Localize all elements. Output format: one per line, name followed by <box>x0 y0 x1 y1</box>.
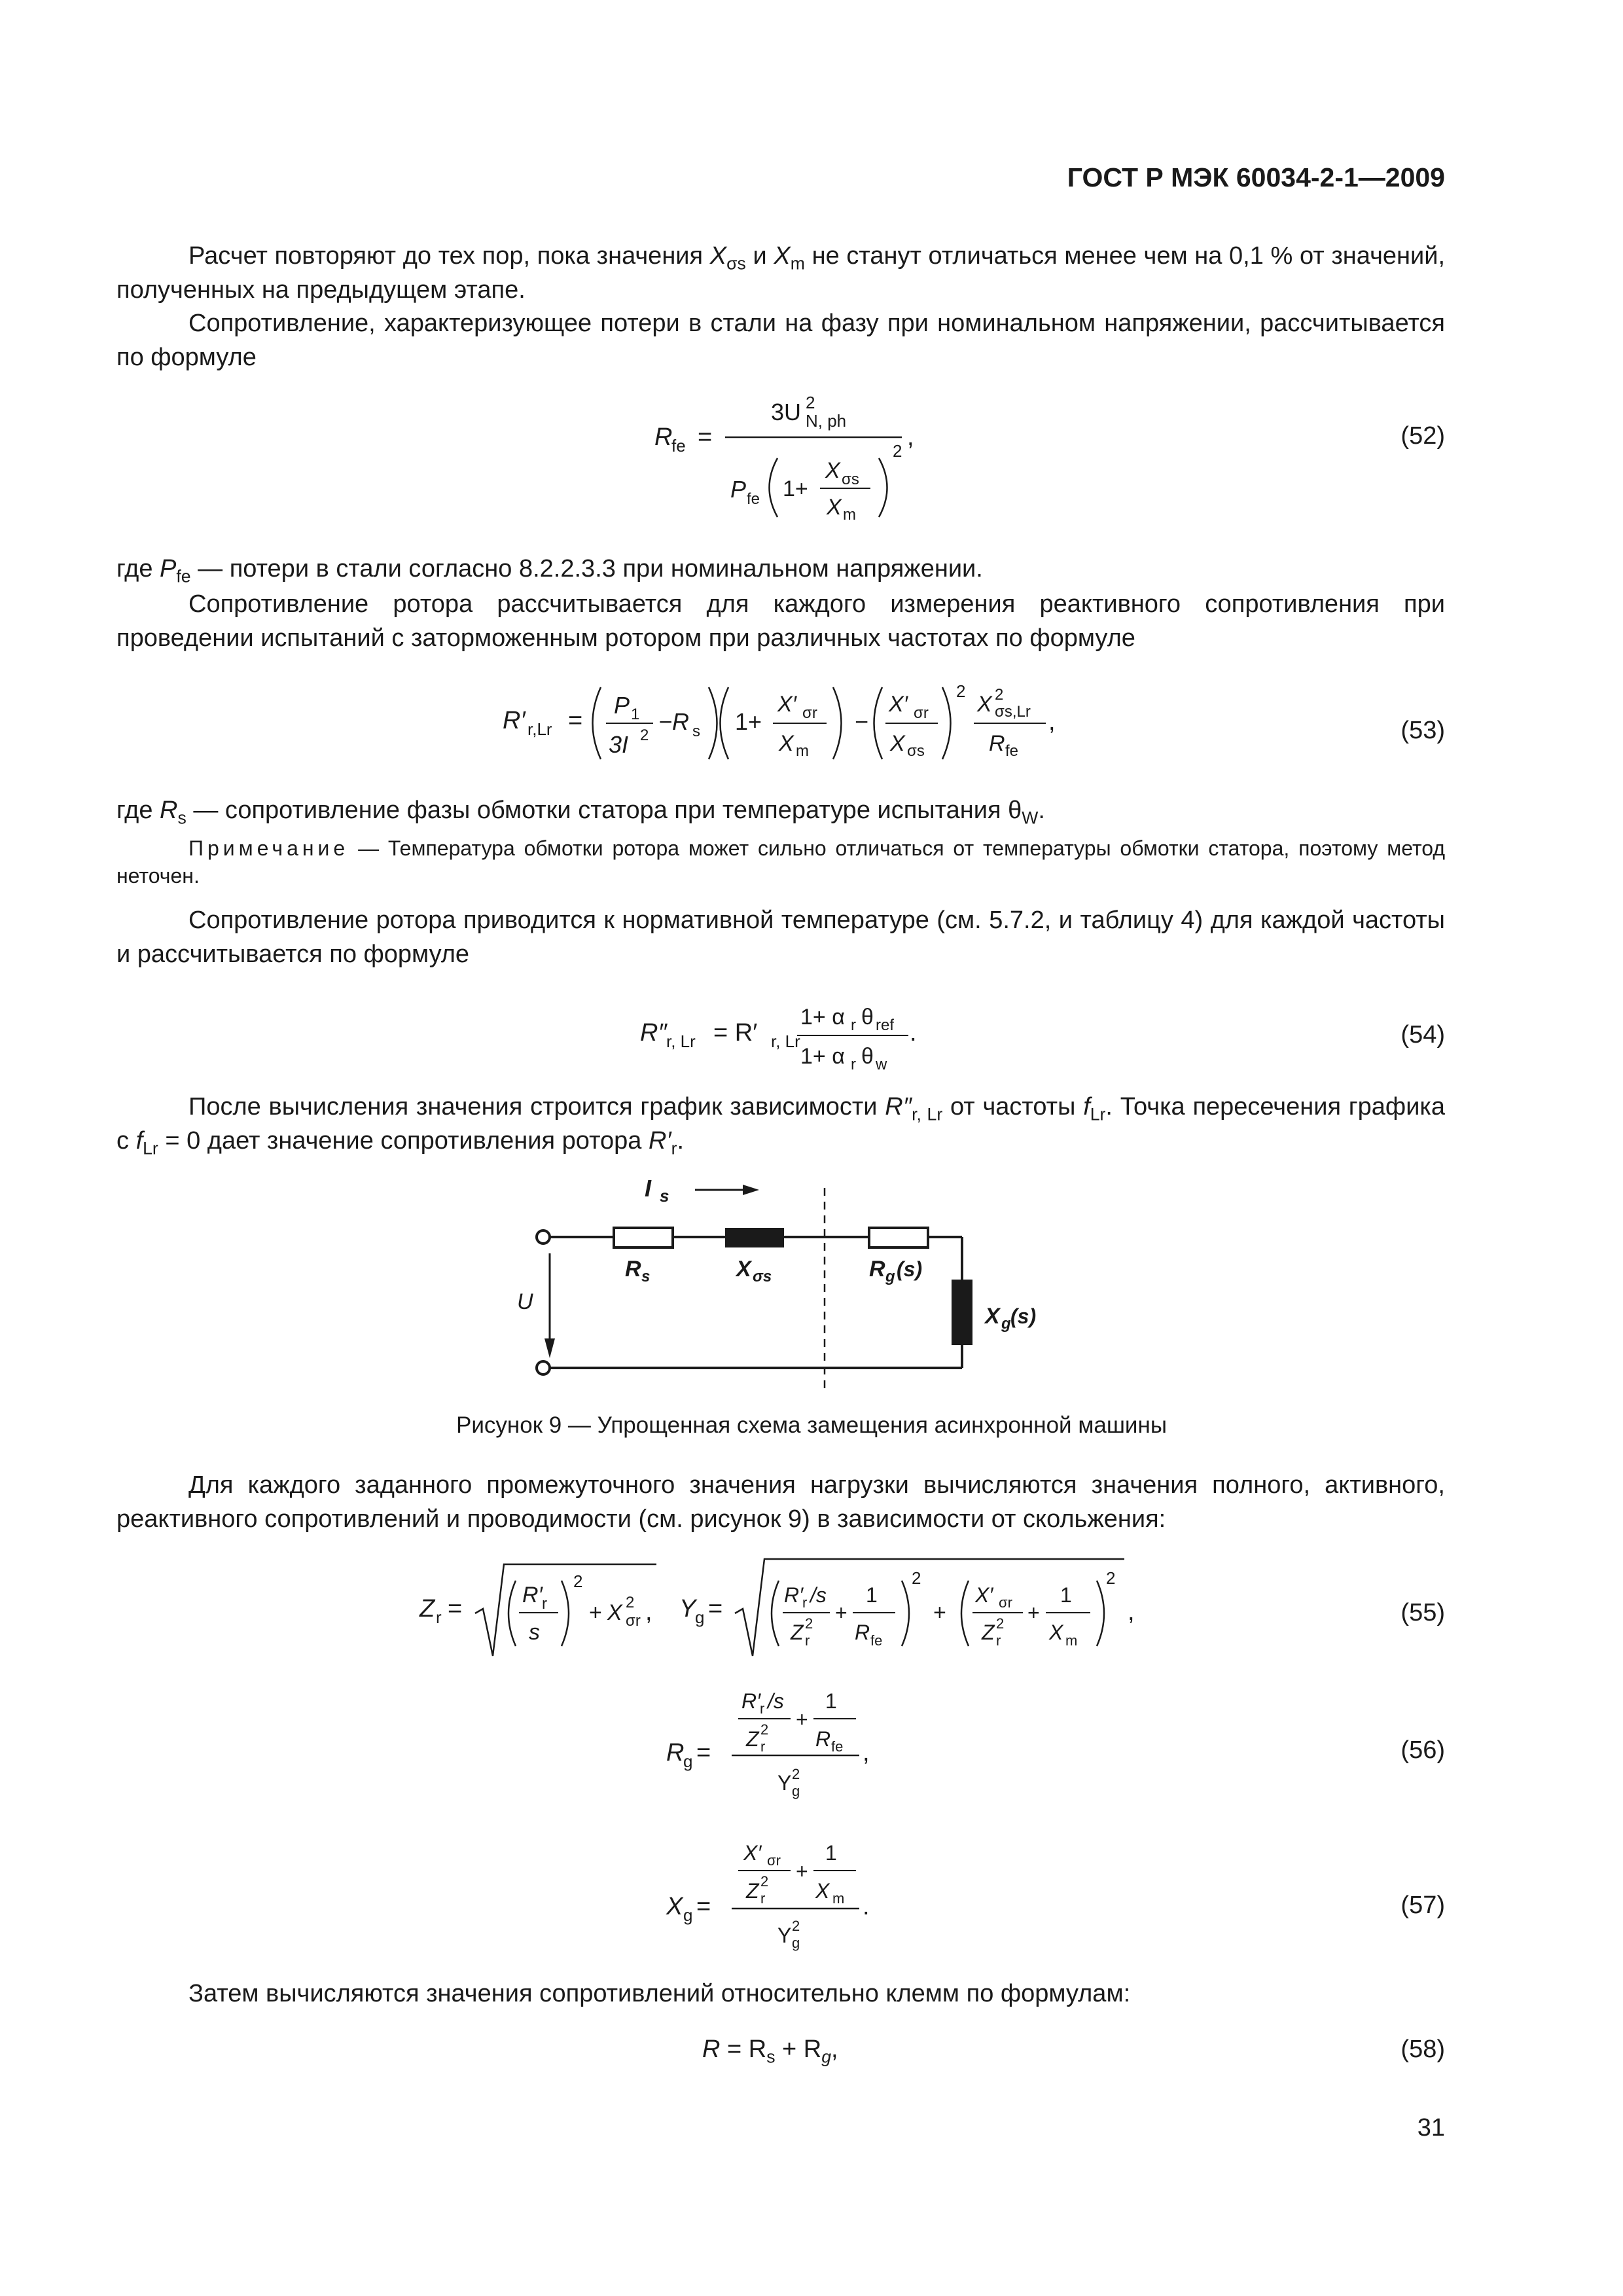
svg-text:2: 2 <box>760 1873 769 1890</box>
svg-text:m: m <box>1065 1632 1078 1649</box>
equation-number-57: (57) <box>1400 1892 1445 1919</box>
svg-text:1+: 1+ <box>735 708 762 735</box>
paragraph-reference-temperature: Сопротивление ротора приводится к нормативной температуре (см. 5.7.2, и таблицу 4) для каждой частоты и рассчитывается по формуле <box>116 906 1445 968</box>
page-number: 31 <box>1417 2114 1445 2142</box>
paragraph-rs-definition: где $R_s$ — сопротивление фазы обмотки статора при температуре испытания $\theta_W$. <box>116 797 1045 828</box>
svg-text:r: r <box>760 1700 765 1717</box>
svg-text:X: X <box>985 1304 1000 1329</box>
equation-57-graphic <box>116 1833 1445 1964</box>
svg-text:1: 1 <box>866 1583 878 1607</box>
svg-text:R: R <box>869 1257 885 1282</box>
svg-text:r: r <box>760 1738 766 1755</box>
svg-text:X′: X′ <box>777 692 797 717</box>
equation-number-53: (53) <box>1400 717 1445 744</box>
resistor-rs <box>614 1228 673 1247</box>
svg-text:X: X <box>1049 1621 1063 1644</box>
svg-text:s: s <box>660 1186 669 1206</box>
equation-52-graphic <box>116 386 1445 537</box>
svg-text:σr: σr <box>914 704 929 722</box>
equation-54 <box>116 988 1445 1073</box>
svg-text:,: , <box>1048 708 1056 736</box>
svg-text:Y: Y <box>679 1595 696 1623</box>
svg-text:s: s <box>692 723 700 740</box>
svg-text:fe: fe <box>747 490 760 508</box>
svg-text:r: r <box>851 1056 856 1073</box>
svg-text:X′: X′ <box>975 1583 993 1607</box>
svg-text:Y: Y <box>777 1924 792 1947</box>
svg-text:1+ α: 1+ α <box>800 1005 845 1030</box>
equation-56-graphic <box>116 1682 1445 1813</box>
svg-text:1: 1 <box>631 706 640 723</box>
svg-text:σs: σs <box>753 1268 772 1285</box>
svg-text:Z: Z <box>791 1621 804 1644</box>
svg-text:fe: fe <box>1005 742 1019 760</box>
svg-text:σr: σr <box>767 1852 781 1869</box>
svg-text:R: R <box>989 731 1005 756</box>
svg-text:R: R <box>855 1621 870 1644</box>
svg-text:−: − <box>855 708 869 735</box>
svg-text:m: m <box>843 506 856 524</box>
svg-text:/s: /s <box>768 1689 784 1713</box>
svg-text:Y: Y <box>777 1771 792 1795</box>
equation-52 <box>116 386 1445 537</box>
svg-text:r: r <box>760 1890 766 1907</box>
svg-text:=: = <box>696 1893 711 1920</box>
svg-text:X: X <box>825 458 840 483</box>
svg-text:1: 1 <box>825 1841 837 1865</box>
svg-text:X: X <box>607 1600 622 1625</box>
svg-text:U: U <box>517 1289 533 1314</box>
svg-text:+: + <box>796 1708 808 1731</box>
svg-text:Z: Z <box>982 1621 995 1644</box>
svg-text:s: s <box>641 1268 651 1285</box>
svg-text:r: r <box>805 1632 810 1649</box>
current-arrow <box>743 1185 759 1195</box>
svg-text:,: , <box>863 1739 870 1767</box>
svg-text:=: = <box>568 707 583 734</box>
svg-text:I: I <box>645 1175 652 1202</box>
terminal-bottom <box>537 1361 550 1374</box>
voltage-arrow <box>544 1338 555 1358</box>
equation-55-graphic <box>116 1551 1445 1669</box>
figure-caption: Рисунок 9 — Упрощенная схема замещения асинхронной машины <box>456 1412 1167 1438</box>
eq58-expression: $R = R_s + R_g$, <box>702 2036 838 2067</box>
svg-text:g: g <box>695 1607 705 1627</box>
resistor-rg <box>869 1228 928 1247</box>
equation-number-55: (55) <box>1400 1599 1445 1626</box>
equation-55 <box>116 1551 1445 1669</box>
equation-number-52: (52) <box>1400 422 1445 450</box>
svg-text:g: g <box>885 1268 895 1285</box>
paragraph-iteration: Расчет повторяют до тех пор, пока значения $X_{\sigma s}$ и $X_m$ не станут отличаться менее чем на 0,1 % от значений, полученных на предыдущем этапе. <box>116 242 1446 304</box>
svg-text:R: R <box>625 1257 641 1282</box>
svg-text:g: g <box>683 1905 693 1925</box>
paragraph-terminal-resistances: Затем вычисляются значения сопротивлений относительно клемм по формулам: <box>188 1980 1131 2007</box>
svg-text:2: 2 <box>640 726 649 744</box>
reactance-xs <box>725 1228 784 1247</box>
svg-text:σs,Lr: σs,Lr <box>995 703 1031 721</box>
svg-text:1: 1 <box>825 1689 837 1713</box>
svg-text:(s): (s) <box>1010 1304 1037 1328</box>
svg-text:r, Lr: r, Lr <box>771 1031 800 1051</box>
svg-text:+: + <box>835 1601 847 1624</box>
svg-text:,: , <box>645 1598 652 1626</box>
svg-text:X: X <box>977 692 992 717</box>
svg-text:g: g <box>1001 1315 1011 1333</box>
svg-text:+: + <box>796 1859 808 1883</box>
svg-text:2: 2 <box>806 393 815 412</box>
svg-text:1+: 1+ <box>783 476 808 501</box>
svg-text:m: m <box>832 1890 845 1907</box>
svg-text:X: X <box>666 1893 683 1920</box>
svg-text:Z: Z <box>746 1879 759 1903</box>
svg-text:R″: R″ <box>640 1019 667 1047</box>
svg-text:r: r <box>436 1607 442 1627</box>
svg-text:+: + <box>933 1600 946 1625</box>
svg-text:Z: Z <box>419 1595 435 1623</box>
svg-text:1+ α: 1+ α <box>800 1044 845 1069</box>
page-header: ГОСТ Р МЭК 60034-2-1—2009 <box>1067 162 1445 192</box>
equation-53 <box>116 671 1445 782</box>
svg-text:2: 2 <box>792 1766 800 1782</box>
svg-text:,: , <box>907 423 914 451</box>
svg-text:R′: R′ <box>741 1689 761 1713</box>
svg-text:3I: 3I <box>609 731 629 758</box>
svg-text:=: = <box>698 423 713 451</box>
svg-text:fe: fe <box>870 1632 883 1649</box>
svg-text:.: . <box>863 1893 870 1920</box>
svg-text:θ: θ <box>861 1005 874 1030</box>
reactance-xg <box>952 1280 972 1345</box>
svg-text:P: P <box>730 476 747 503</box>
equation-58 <box>116 2032 1445 2072</box>
svg-text:σs: σs <box>907 742 925 760</box>
svg-text:X: X <box>736 1257 751 1282</box>
svg-text:X′: X′ <box>889 692 908 717</box>
svg-text:R: R <box>666 1739 685 1767</box>
svg-text:3U: 3U <box>771 399 802 425</box>
svg-text:R′: R′ <box>784 1583 804 1607</box>
svg-text:2: 2 <box>760 1721 769 1738</box>
svg-text:2: 2 <box>893 441 902 461</box>
svg-text:X′: X′ <box>743 1841 762 1865</box>
svg-text:r,Lr: r,Lr <box>527 719 552 739</box>
svg-text:X: X <box>827 495 842 520</box>
svg-text:g: g <box>792 1935 800 1951</box>
paragraph-load-values: Для каждого заданного промежуточного значения нагрузки вычисляются значения полного, активного, реактивного сопротивлений и проводимости (см. рисунок 9) в зависимости от скольжения: <box>116 1471 1445 1533</box>
svg-text:r, Lr: r, Lr <box>666 1031 696 1051</box>
svg-text:= R′: = R′ <box>713 1019 758 1047</box>
svg-text:g: g <box>683 1751 693 1771</box>
svg-text:Z: Z <box>746 1727 759 1751</box>
equation-number-54: (54) <box>1400 1021 1445 1049</box>
svg-text:(s): (s) <box>897 1257 923 1281</box>
svg-text:+: + <box>589 1600 602 1625</box>
paragraph-pfe-definition: где $P_{fe}$ — потери в стали согласно 8.2.2.3.3 при номинальном напряжении. <box>116 555 983 586</box>
svg-text:−R: −R <box>658 708 690 735</box>
svg-text:m: m <box>796 742 809 760</box>
svg-text:R′: R′ <box>522 1583 543 1607</box>
svg-text:fe: fe <box>831 1738 844 1755</box>
paragraph-rotor-resistance: Сопротивление ротора рассчитывается для каждого измерения реактивного сопротивления при проведении испытаний с заторможенным ротором при различных частотах по формуле <box>116 590 1445 652</box>
svg-text:2: 2 <box>792 1918 800 1934</box>
svg-text:σs: σs <box>842 471 859 488</box>
svg-text:=: = <box>448 1595 463 1623</box>
svg-text:2: 2 <box>1106 1568 1116 1588</box>
svg-text:2: 2 <box>956 681 966 701</box>
svg-text:2: 2 <box>573 1571 583 1591</box>
note-temperature: Примечание — Температура обмотки ротора может сильно отличаться от температуры обмотки статора, поэтому метод неточен. <box>116 836 1445 888</box>
equation-53-graphic <box>116 671 1445 782</box>
svg-text:r: r <box>996 1632 1001 1649</box>
svg-text:fe: fe <box>671 436 686 456</box>
equation-number-56: (56) <box>1400 1736 1445 1764</box>
svg-text:g: g <box>792 1783 800 1799</box>
svg-text:2: 2 <box>995 686 1004 704</box>
svg-text:ref: ref <box>876 1016 895 1034</box>
paragraph-iron-loss-resistance: Сопротивление, характеризующее потери в стали на фазу при номинальном напряжении, рассчитывается по формуле <box>116 310 1445 371</box>
svg-text:R′: R′ <box>503 707 526 734</box>
svg-text:1: 1 <box>1060 1583 1072 1607</box>
svg-text:2: 2 <box>626 1594 635 1611</box>
note-label: Примечание <box>188 836 349 860</box>
eq52-lhs: R <box>654 423 673 451</box>
svg-text:=: = <box>696 1739 711 1767</box>
svg-text:X: X <box>890 731 905 756</box>
svg-text:,: , <box>1128 1598 1135 1626</box>
svg-text:2: 2 <box>996 1615 1005 1632</box>
equation-57 <box>116 1833 1445 1964</box>
svg-text:.: . <box>910 1019 917 1047</box>
svg-text:σr: σr <box>999 1594 1012 1611</box>
svg-text:+: + <box>1027 1601 1040 1624</box>
terminal-top <box>537 1230 550 1244</box>
equivalent-circuit-diagram <box>510 1172 1099 1401</box>
svg-text:2: 2 <box>805 1615 813 1632</box>
equation-56 <box>116 1682 1445 1813</box>
svg-text:r: r <box>802 1594 808 1611</box>
paragraph-graph: После вычисления значения строится график зависимости $R''_{r, Lr}$ от частоты $f_{Lr}$. Точка пересечения графика с $f_{Lr} = 0$ дает значение сопротивления ротора $R'_r$. <box>116 1093 1446 1158</box>
svg-text:X: X <box>815 1879 830 1903</box>
svg-text:2: 2 <box>912 1568 921 1588</box>
svg-text:P: P <box>614 692 630 719</box>
svg-text:N, ph: N, ph <box>806 411 847 431</box>
svg-text:r: r <box>542 1595 547 1613</box>
svg-text:=: = <box>708 1595 723 1623</box>
svg-text:w: w <box>876 1056 887 1073</box>
svg-text:σr: σr <box>802 704 817 722</box>
svg-text:s: s <box>529 1620 540 1645</box>
svg-text:/s: /s <box>810 1583 827 1607</box>
equation-number-58: (58) <box>1400 2036 1445 2063</box>
svg-text:σr: σr <box>626 1612 641 1630</box>
svg-text:θ: θ <box>861 1044 874 1069</box>
svg-text:r: r <box>851 1016 856 1034</box>
svg-text:R: R <box>815 1727 831 1751</box>
svg-text:X: X <box>779 731 794 756</box>
equation-54-graphic <box>116 988 1445 1073</box>
